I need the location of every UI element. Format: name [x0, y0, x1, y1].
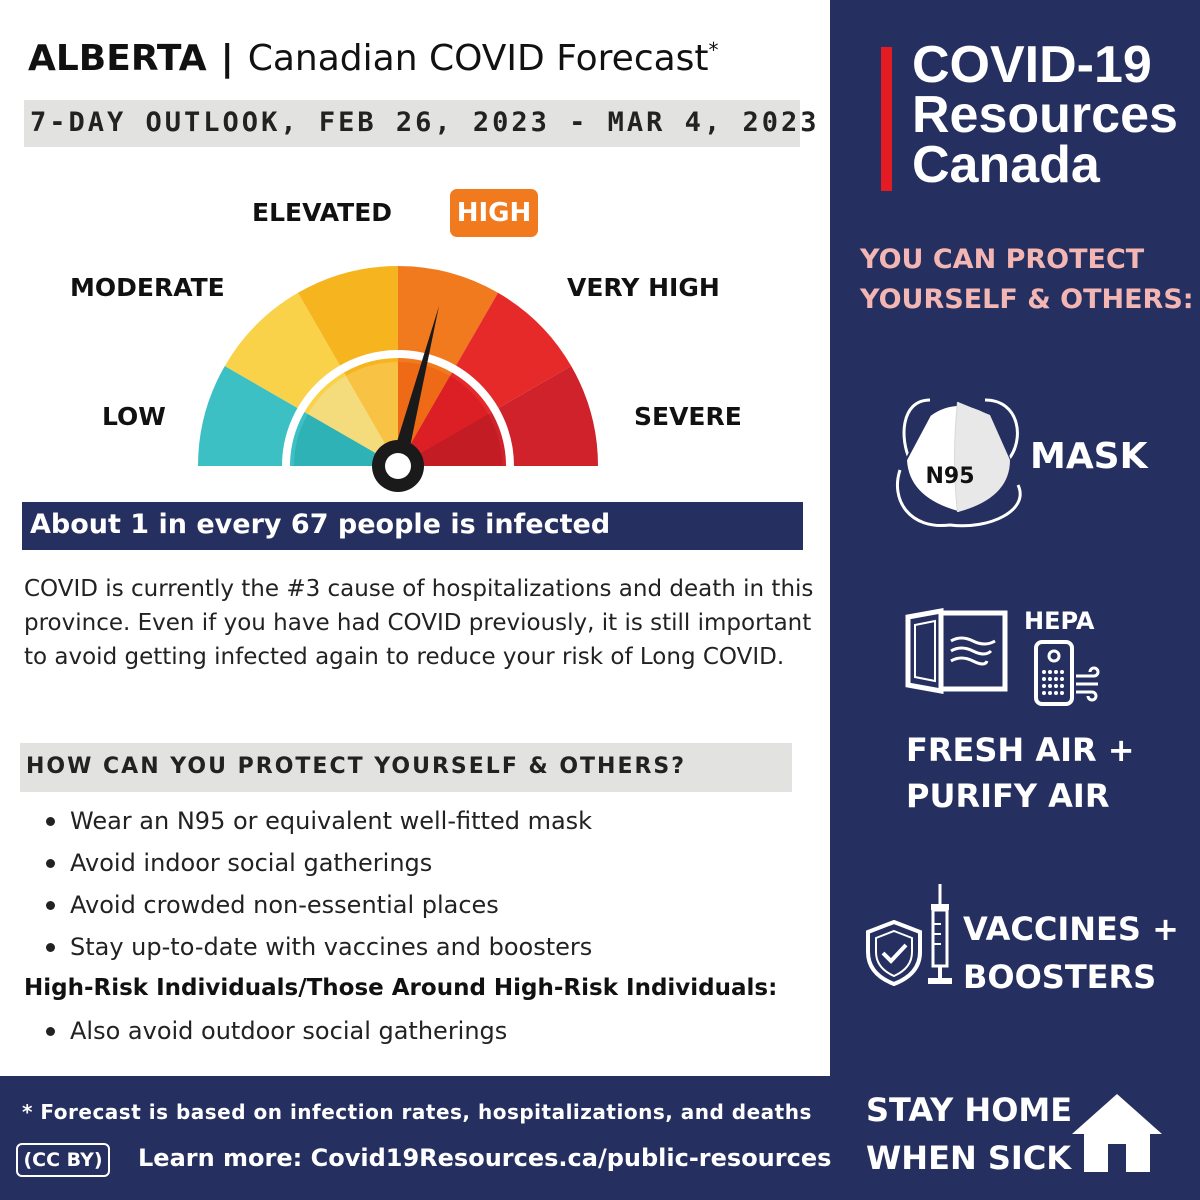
syringe-icon: [920, 882, 960, 992]
infection-rate-text: About 1 in every 67 people is infected: [30, 509, 611, 540]
mask-label: MASK: [1030, 436, 1148, 477]
protect-line-1: YOU CAN PROTECT: [860, 244, 1145, 275]
license-label: (CC BY): [23, 1149, 103, 1171]
vaccine-line-1: VACCINES +: [963, 910, 1179, 948]
list-item: Avoid indoor social gatherings: [46, 842, 592, 884]
forecast-title: Canadian COVID Forecast: [247, 38, 709, 79]
protect-line-2: YOURSELF & OTHERS:: [860, 284, 1194, 315]
gauge-label-very-high: VERY HIGH: [567, 273, 720, 302]
region-name: ALBERTA: [28, 38, 207, 79]
hepa-label: HEPA: [1024, 607, 1095, 635]
vaccine-line-2: BOOSTERS: [963, 958, 1157, 996]
brand-line-3: Canada: [912, 136, 1100, 194]
gauge-label-high: HIGH: [456, 198, 532, 228]
gauge-label-elevated: ELEVATED: [252, 198, 393, 227]
gauge-label-low: LOW: [102, 402, 166, 431]
list-item: Also avoid outdoor social gatherings: [46, 1010, 507, 1052]
air-line-2: PURIFY AIR: [906, 777, 1110, 815]
description-paragraph: COVID is currently the #3 cause of hospitalizations and death in this province. Even if you have had COVID previously, it is still important to avoid getting infected again to reduce your risk of Long COVID.: [24, 576, 814, 670]
sidebar-protect-heading: [860, 240, 1194, 320]
outlook-dates: 7-DAY OUTLOOK, FEB 26, 2023 - MAR 4, 2023: [30, 107, 820, 138]
learn-more-link[interactable]: Learn more: Covid19Resources.ca/public-resources: [138, 1144, 832, 1172]
brand-accent-bar: [881, 47, 892, 191]
title-separator: |: [220, 38, 234, 79]
list-item: Stay up-to-date with vaccines and boosters: [46, 926, 592, 968]
n95-mask-icon: [890, 380, 1030, 530]
gauge-label-moderate: MODERATE: [70, 273, 225, 302]
mask-badge-text: N95: [925, 464, 975, 489]
gauge-hub-center: [385, 453, 411, 479]
list-item: Wear an N95 or equivalent well-fitted mask: [46, 800, 592, 842]
air-label: [906, 727, 1135, 819]
infection-rate-banner: [22, 502, 803, 550]
list-item: Avoid crowded non-essential places: [46, 884, 592, 926]
title-asterisk: *: [708, 38, 719, 62]
gauge-label-severe: SEVERE: [634, 402, 742, 431]
brand-line-2: Resources: [912, 86, 1178, 144]
forecast-footnote: * Forecast is based on infection rates, hospitalizations, and deaths: [22, 1100, 812, 1124]
risk-gauge: [0, 170, 830, 500]
stay-home-label: [866, 1086, 1072, 1182]
high-risk-list: [46, 1010, 507, 1052]
vaccine-label: [963, 905, 1179, 1001]
page-title: [28, 38, 719, 79]
air-line-1: FRESH AIR +: [906, 731, 1135, 769]
shield-check-icon: [864, 918, 924, 988]
stay-home-line-1: STAY HOME: [866, 1091, 1073, 1129]
brand-line-1: COVID-19: [912, 36, 1152, 94]
gauge-label-high-badge: [450, 189, 538, 237]
high-risk-heading: High-Risk Individuals/Those Around High-Risk Individuals:: [24, 975, 778, 1001]
protect-heading: HOW CAN YOU PROTECT YOURSELF & OTHERS?: [26, 754, 687, 779]
protect-list: [46, 800, 592, 968]
brand-logo-text: [912, 36, 1178, 194]
house-icon: [1070, 1092, 1165, 1174]
license-badge: [16, 1143, 110, 1177]
footer-bar: [0, 1076, 830, 1200]
stay-home-line-2: WHEN SICK: [866, 1139, 1072, 1177]
open-window-icon: [903, 605, 1013, 695]
air-purifier-icon: [1030, 638, 1102, 708]
